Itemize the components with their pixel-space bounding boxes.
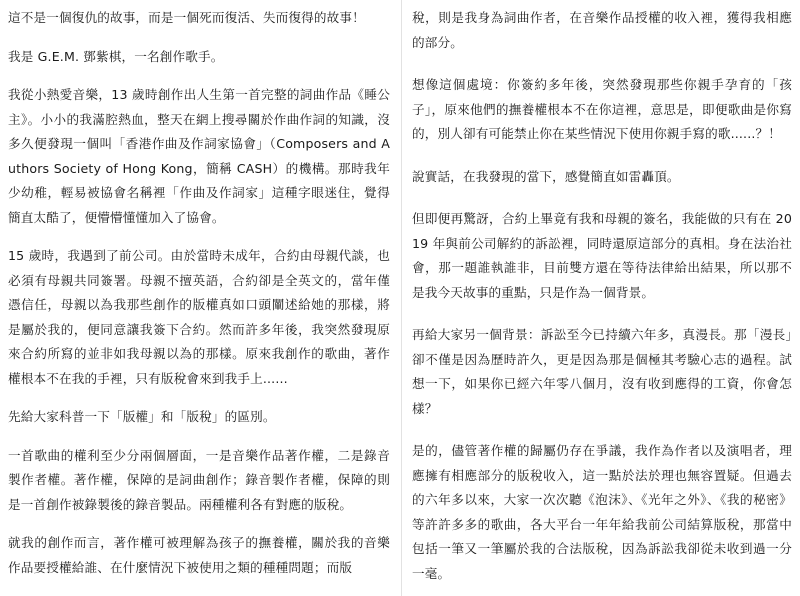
paragraph-gap [412, 421, 792, 439]
paragraph-gap [8, 230, 390, 244]
paragraph-gap [8, 69, 390, 83]
paragraph-gap [8, 430, 390, 444]
paragraph-gap [412, 55, 792, 73]
paragraph-shock: 說實話，在我發現的當下，感覺簡直如雷轟頂。 [412, 168, 680, 184]
paragraph-lawsuit-background: 但即便再驚訝，合約上畢竟有我和母親的簽名，我能做的只有在 2019 年與前公司解約的訴訟裡，同時還原這部分的真相。身在法治社會，那一題誰執誰非，目前雙方還在等待法律給出結果，所以那不是我今天故事的重點，只是作為一個背景。 [412, 211, 792, 300]
paragraph-gap [412, 189, 792, 207]
right-column [412, 6, 792, 592]
column-divider [401, 0, 402, 596]
paragraph-royalty-continuation: 稅，則是我身為詞曲作者，在音樂作品授權的收入裡，獲得我相應的部分。 [412, 10, 792, 50]
paragraph-self-introduction: 我是 G.E.M. 鄧紫棋，一名創作歌手。 [8, 48, 224, 64]
paragraph-childhood-cash: 我從小熱愛音樂，13 歲時創作出人生第一首完整的詞曲作品《睡公主》。小小的我滿腔熱血，整天在網上搜尋關於作曲作詞的知識，沒多久便發現一個叫「香港作曲及作詞家協會」（Composers and Authors Society of Hong Kong，簡稱 CASH）的機構。那時我年少幼稚，輕易被協會名稱裡「作曲及作詞家」這種字眼迷住，覺得簡直太酷了，便懵懵懂懂加入了協會。 [8, 87, 390, 225]
paragraph-unpaid-royalties: 是的，儘管著作權的歸屬仍存在爭議，我作為作者以及演唱者，理應擁有相應部分的版稅收入，這一點於法於理也無容置疑。但過去的六年多以來，大家一次次聽《泡沫》、《光年之外》、《我的秘密》等許許多多的歌曲，各大平台一年年給我前公司結算版稅，那當中包括一筆又一筆屬於我的合法版稅，因為訴訟我卻從未收到過一分一毫。 [412, 443, 792, 581]
paragraph-six-years: 再給大家另一個背景：訴訟至今已持續六年多，真漫長。那「漫長」卻不僅是因為歷時許久，更是因為那是個極其考驗心志的過程。試想一下，如果你已經六年零八個月，沒有收到應得的工資，你會怎樣？ [412, 327, 792, 416]
paragraph-custody-analogy: 就我的創作而言，著作權可被理解為孩子的撫養權，關於我的音樂作品要授權給誰、在什麼情況下被使用之類的種種問題；而版 [8, 535, 390, 575]
paragraph-gap [8, 31, 390, 45]
paragraph-gap [8, 391, 390, 405]
paragraph-two-rights: 一首歌曲的權利至少分兩個層面，一是音樂作品著作權，二是錄音製作者權。著作權，保障的是詞曲創作；錄音製作者權，保障的則是一首創作被錄製後的錄音製品。兩種權利各有對應的版稅。 [8, 447, 390, 512]
paragraph-gap [412, 305, 792, 323]
paragraph-intro-statement: 這不是一個復仇的故事，而是一個死而復活、失而復得的故事！ [8, 10, 365, 25]
paragraph-gap [412, 147, 792, 165]
paragraph-gap [8, 517, 390, 531]
paragraph-imagine-situation: 想像這個處境：你簽約多年後，突然發現那些你親手孕育的「孩子」，原來他們的撫養權根本不在你這裡，意思是，即便歌曲是你寫的，別人卻有可能禁止你在某些情況下使用你親手寫的歌......？！ [412, 77, 792, 141]
paragraph-copyright-primer: 先給大家科普一下「版權」和「版稅」的區別。 [8, 409, 276, 424]
left-column [8, 6, 390, 592]
paragraph-contract-signing: 15 歲時，我遇到了前公司。由於當時未成年，合約由母親代談，也必須有母親共同簽署。母親不擅英語，合約卻是全英文的，當年僅憑信任，母親以為我那些創作的版權真如口頭闡述給她的那樣，將是屬於我的，便同意讓我簽下合約。然而許多年後，我突然發現原來合約所寫的並非如我母親以為的那樣。原來我創作的歌曲，著作權根本不在我的手裡，只有版稅會來到我手上...... [8, 248, 390, 386]
